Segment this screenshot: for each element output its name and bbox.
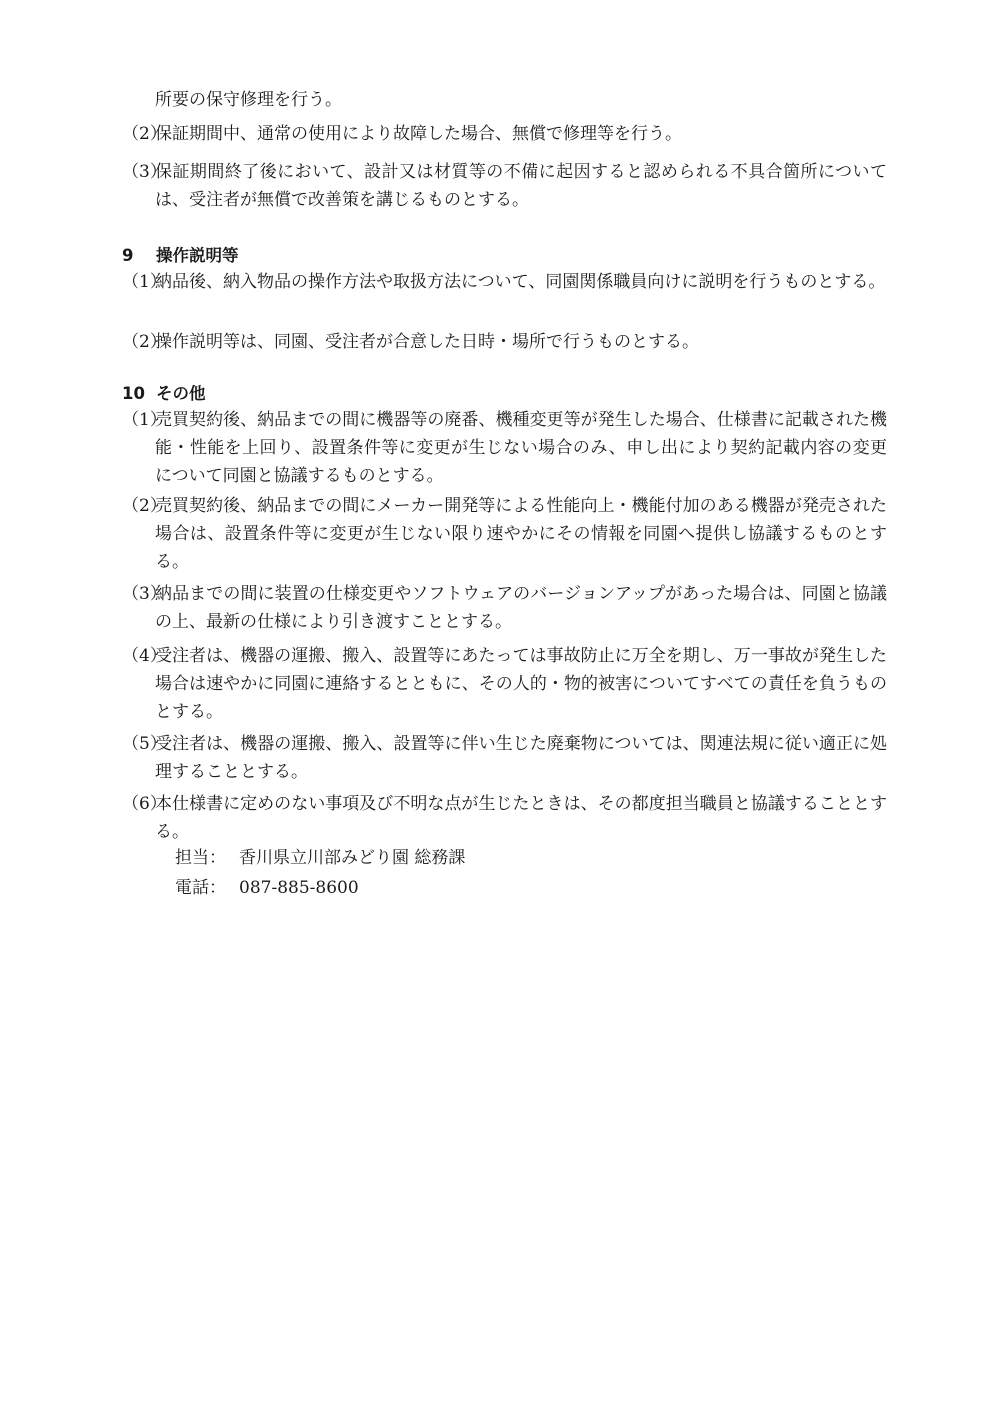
contact-phone-value: 087-885-8600 bbox=[239, 878, 359, 898]
contact-person bbox=[175, 844, 465, 872]
item-text: 受注者は、機器の運搬、搬入、設置等に伴い生じた廃棄物については、関連法規に従い適正に処理することとする。 bbox=[155, 734, 887, 782]
item-text: 納品後、納入物品の操作方法や取扱方法について、同園関係職員向けに説明を行うものとする。 bbox=[155, 272, 886, 292]
item-text: 操作説明等は、同園、受注者が合意した日時・場所で行うものとする。 bbox=[155, 332, 699, 352]
list-item bbox=[122, 158, 887, 214]
list-item bbox=[122, 120, 887, 148]
item-text: 売買契約後、納品までの間にメーカー開発等による性能向上・機能付加のある機器が発売された場合は、設置条件等に変更が生じない限り速やかにその情報を同園へ提供し協議するものとする。 bbox=[155, 496, 887, 572]
contact-person-value: 香川県立川部みどり園 総務課 bbox=[239, 848, 466, 868]
item-number: （3） bbox=[122, 584, 167, 604]
item-text: 受注者は、機器の運搬、搬入、設置等にあたっては事故防止に万全を期し、万一事故が発生した場合は速やかに同園に連絡するとともに、その人的・物的被害についてすべての責任を負うものとする。 bbox=[155, 646, 887, 722]
section-title: 操作説明等 bbox=[156, 246, 239, 265]
item-number: （1） bbox=[122, 410, 167, 430]
contact-phone-label: 電話： bbox=[175, 878, 226, 898]
item-number: （3） bbox=[122, 162, 167, 182]
item-text: 保証期間終了後において、設計又は材質等の不備に起因すると認められる不具合箇所については、受注者が無償で改善策を講じるものとする。 bbox=[155, 162, 887, 210]
item-number: （1） bbox=[122, 272, 167, 292]
item-text: 納品までの間に装置の仕様変更やソフトウェアのバージョンアップがあった場合は、同園と協議の上、最新の仕様により引き渡すこととする。 bbox=[155, 584, 887, 632]
contact-person-label: 担当： bbox=[175, 848, 226, 868]
list-item bbox=[122, 492, 887, 576]
list-item bbox=[122, 406, 887, 490]
section-heading-10 bbox=[122, 380, 206, 408]
list-item bbox=[122, 268, 887, 296]
item-number: （4） bbox=[122, 646, 167, 666]
item-number: （2） bbox=[122, 332, 167, 352]
item-number: （2） bbox=[122, 124, 167, 144]
item-text: 本仕様書に定めのない事項及び不明な点が生じたときは、その都度担当職員と協議することとする。 bbox=[155, 794, 887, 842]
item-text: 保証期間中、通常の使用により故障した場合、無償で修理等を行う。 bbox=[155, 124, 682, 144]
section-title: その他 bbox=[156, 384, 206, 403]
section-number: 10 bbox=[122, 384, 145, 403]
list-item bbox=[122, 642, 887, 726]
list-item bbox=[122, 328, 887, 356]
item-number: （5） bbox=[122, 734, 167, 754]
list-item bbox=[122, 580, 887, 636]
item-text: 売買契約後、納品までの間に機器等の廃番、機種変更等が発生した場合、仕様書に記載された機能・性能を上回り、設置条件等に変更が生じない場合のみ、申し出により契約記載内容の変更について同園と協議するものとする。 bbox=[155, 410, 887, 486]
continued-text: 所要の保守修理を行う。 bbox=[155, 90, 342, 110]
contact-phone bbox=[175, 874, 359, 902]
item-number: （2） bbox=[122, 496, 167, 516]
list-item bbox=[122, 790, 887, 846]
section-heading-9 bbox=[122, 242, 239, 270]
list-item bbox=[122, 730, 887, 786]
item-number: （6） bbox=[122, 794, 167, 814]
section-number: 9 bbox=[122, 246, 134, 265]
